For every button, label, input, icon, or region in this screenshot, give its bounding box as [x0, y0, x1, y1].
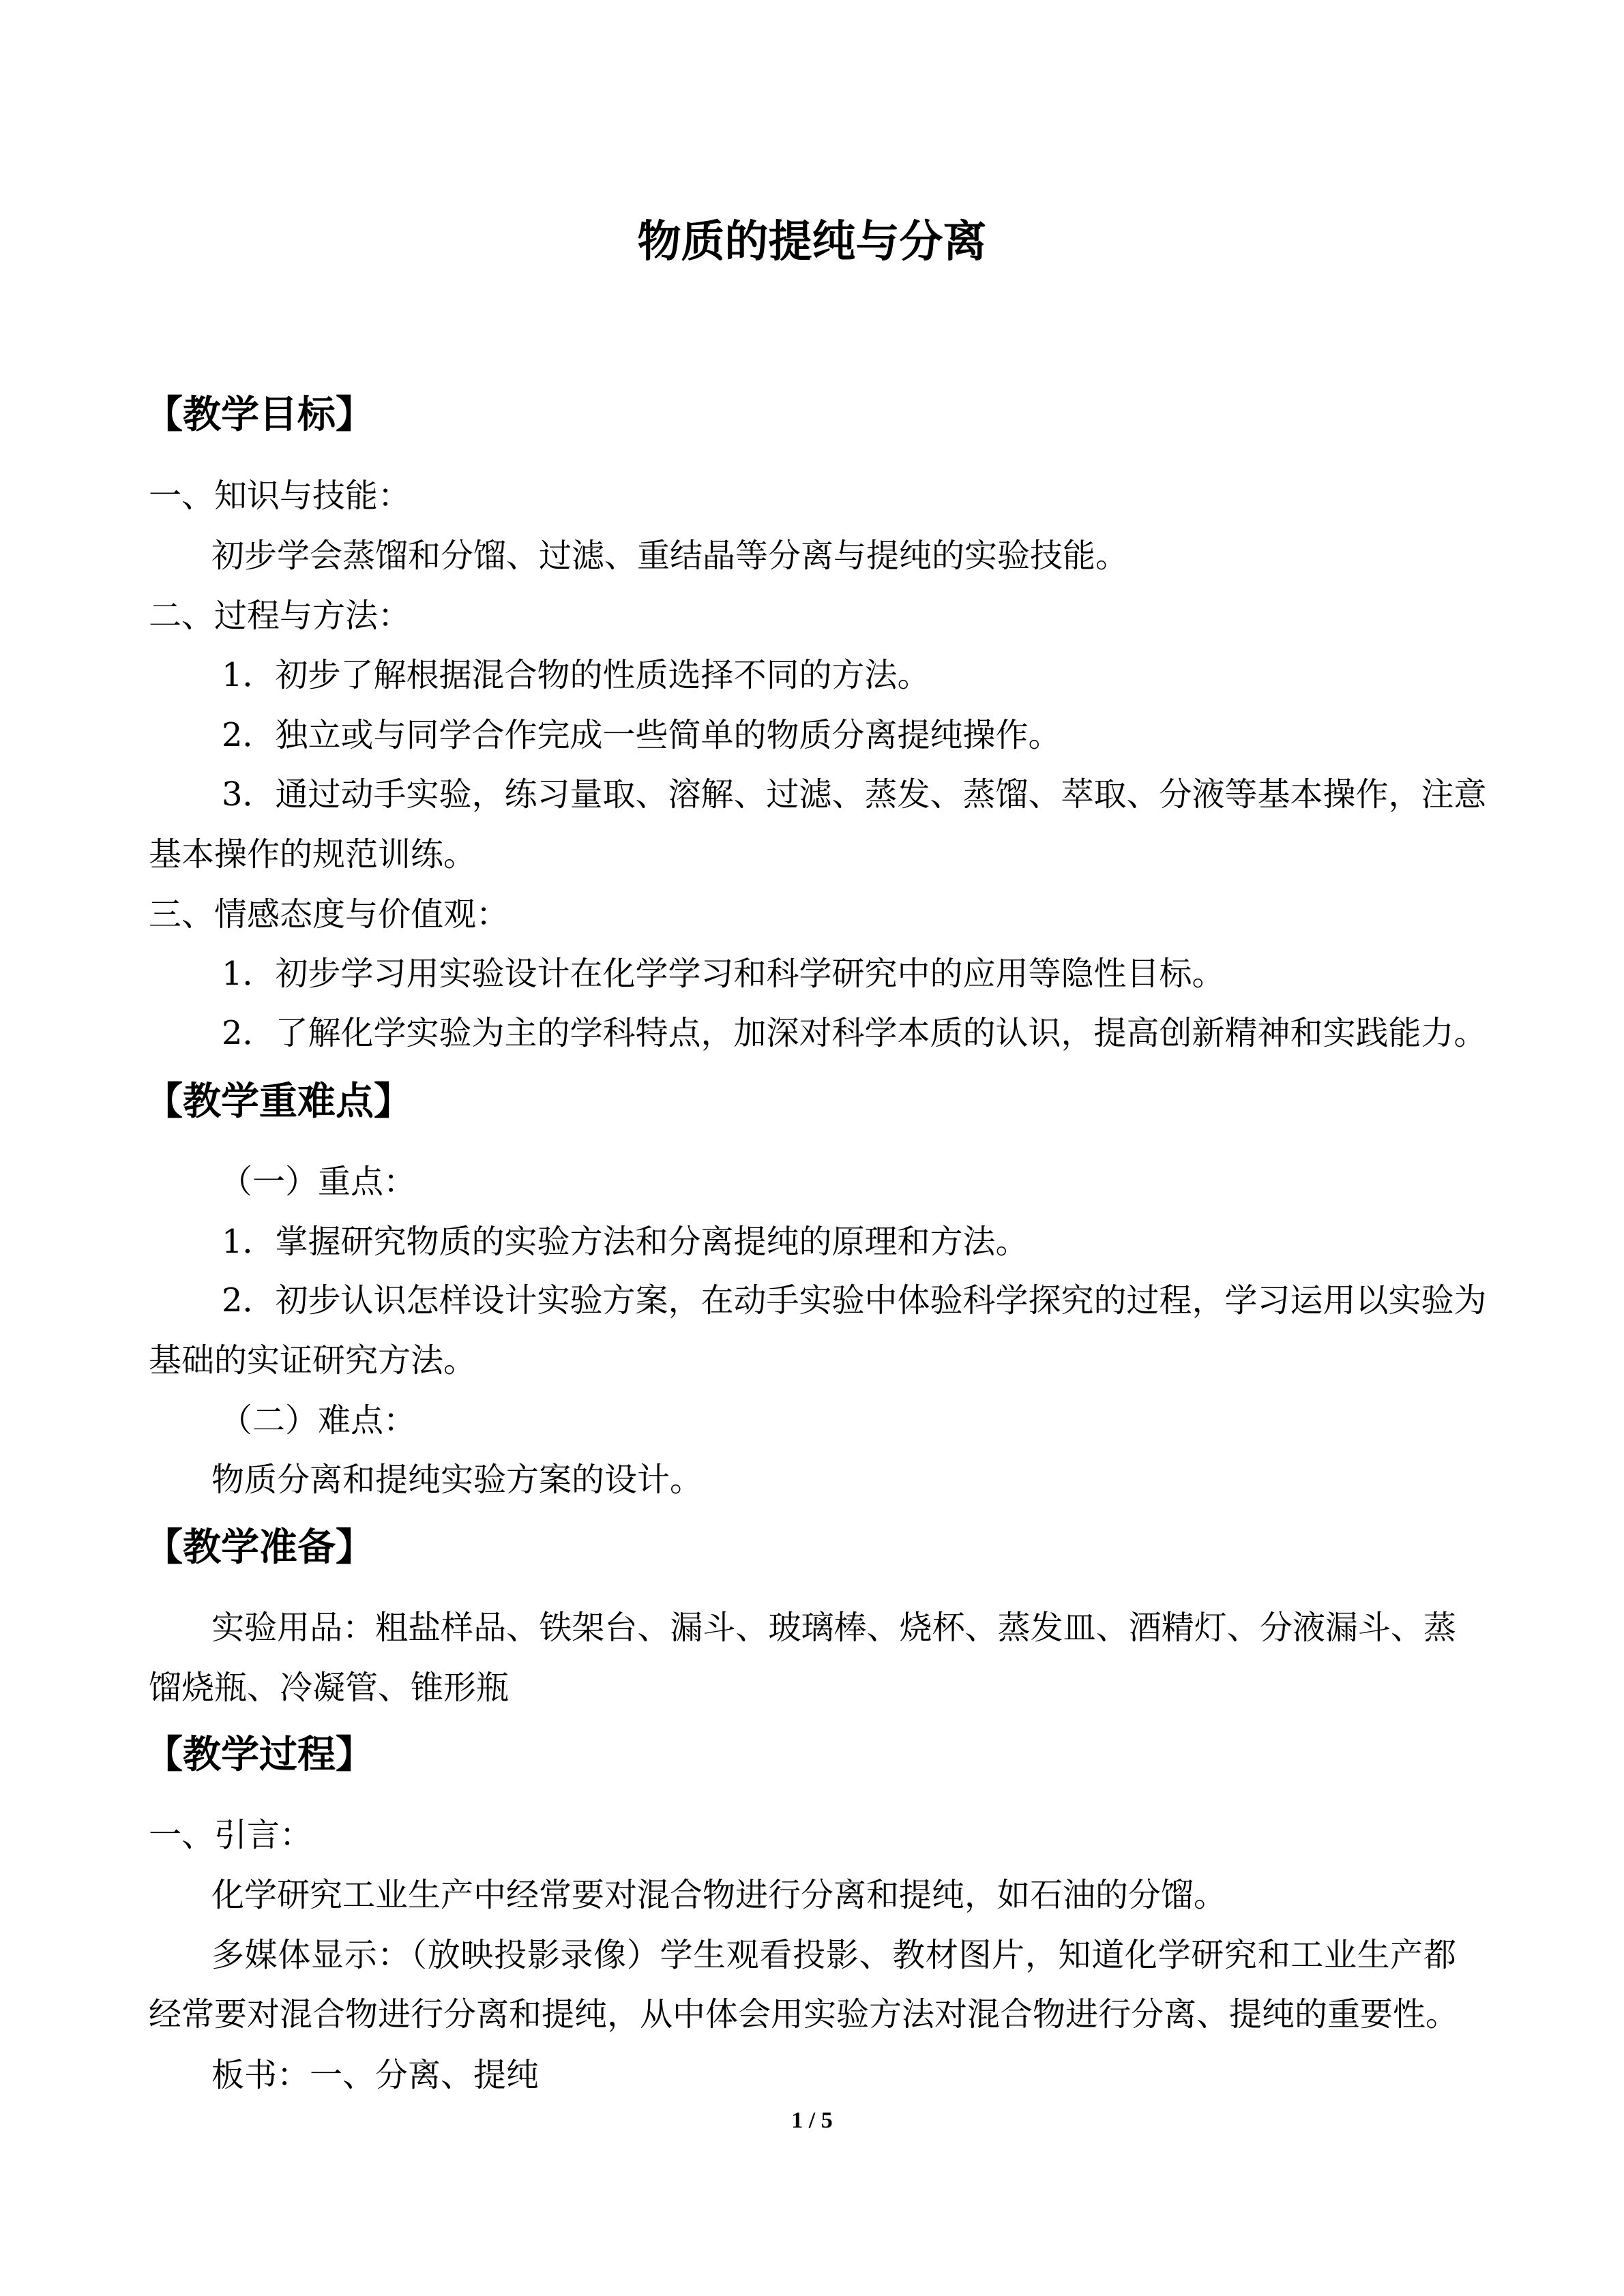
- objectives-item: 2．了解化学实验为主的学科特点，加深对科学本质的认识，提高创新精神和实践能力。: [222, 1014, 1487, 1052]
- difficulty-label: （二）难点：: [220, 1401, 417, 1440]
- objectives-heading-1: 一、知识与技能：: [149, 477, 411, 515]
- focus-item-cont: 基础的实证研究方法。: [149, 1341, 477, 1380]
- process-heading-1: 一、引言：: [149, 1816, 313, 1854]
- section-heading-key-points: 【教学重难点】: [145, 1079, 412, 1124]
- page-title: 物质的提纯与分离: [637, 216, 987, 267]
- objectives-item-cont: 基本操作的规范训练。: [149, 835, 477, 874]
- objectives-item: 3．通过动手实验，练习量取、溶解、过滤、蒸发、蒸馏、萃取、分液等基本操作，注意: [222, 775, 1487, 814]
- process-blackboard-note: 板书：一、分离、提纯: [211, 2056, 540, 2094]
- focus-item: 2．初步认识怎样设计实验方案，在动手实验中体验科学探究的过程，学习运用以实验为: [222, 1281, 1487, 1320]
- objectives-item: 2．独立或与同学合作完成一些简单的物质分离提纯操作。: [222, 716, 1061, 754]
- process-paragraph: 化学研究工业生产中经常要对混合物进行分离和提纯，如石油的分馏。: [211, 1876, 1227, 1914]
- objectives-item: 1．初步了解根据混合物的性质选择不同的方法。: [222, 656, 930, 694]
- page-number: 1 / 5: [791, 2108, 833, 2133]
- objectives-heading-2: 二、过程与方法：: [149, 597, 411, 635]
- difficulty-text: 物质分离和提纯实验方案的设计。: [211, 1461, 703, 1499]
- objectives-item: 1．初步学习用实验设计在化学学习和科学研究中的应用等隐性目标。: [222, 955, 1225, 993]
- section-heading-preparation: 【教学准备】: [145, 1525, 374, 1570]
- objectives-text-1: 初步学会蒸馏和分馏、过滤、重结晶等分离与提纯的实验技能。: [211, 537, 1129, 575]
- section-heading-objectives: 【教学目标】: [145, 392, 374, 437]
- preparation-text: 实验用品：粗盐样品、铁架台、漏斗、玻璃棒、烧杯、蒸发皿、酒精灯、分液漏斗、蒸: [211, 1609, 1456, 1647]
- focus-label: （一）重点：: [220, 1163, 417, 1201]
- process-paragraph: 多媒体显示：（放映投影录像）学生观看投影、教材图片，知道化学研究和工业生产都: [211, 1936, 1456, 1974]
- objectives-heading-3: 三、情感态度与价值观：: [149, 895, 510, 934]
- process-paragraph-cont: 经常要对混合物进行分离和提纯，从中体会用实验方法对混合物进行分离、提纯的重要性。: [149, 1995, 1459, 2033]
- section-heading-process: 【教学过程】: [145, 1732, 374, 1777]
- focus-item: 1．掌握研究物质的实验方法和分离提纯的原理和方法。: [222, 1223, 1029, 1261]
- preparation-text-cont: 馏烧瓶、冷凝管、锥形瓶: [149, 1669, 510, 1707]
